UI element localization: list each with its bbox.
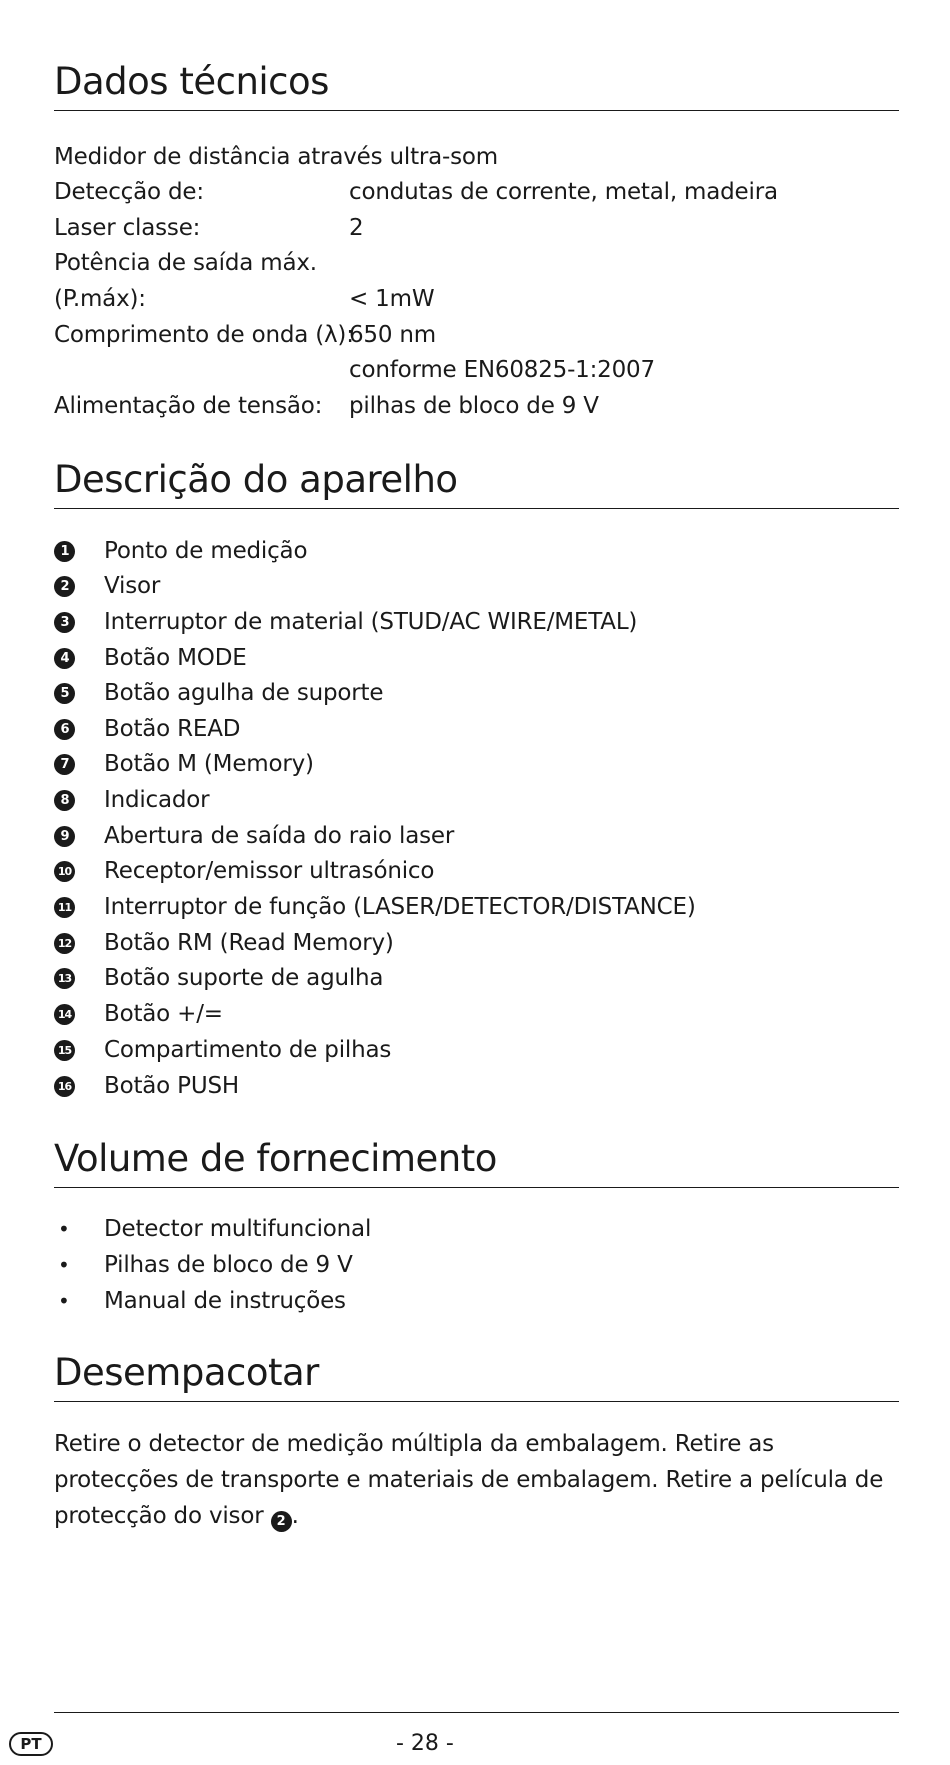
unpack-text-end: . (291, 1503, 299, 1529)
number-badge: 4 (54, 648, 75, 669)
tech-row-label: Laser classe: (54, 215, 201, 241)
number-badge: 2 (54, 576, 75, 597)
list-item-text: Indicador (104, 787, 210, 813)
unpack-paragraph (54, 1426, 899, 1534)
description-title-rule (54, 508, 899, 509)
bullet-icon: • (58, 1253, 70, 1277)
list-item-text: Ponto de medição (104, 538, 308, 564)
tech-row-label: Alimentação de tensão: (54, 393, 323, 419)
unpack-title: Desempacotar (54, 1351, 319, 1394)
tech-title: Dados técnicos (54, 60, 329, 103)
number-badge: 3 (54, 612, 75, 633)
tech-row (54, 284, 435, 314)
tech-row-label: Detecção de: (54, 179, 204, 205)
list-item-text: Botão MODE (104, 645, 247, 671)
list-item-text: Botão RM (Read Memory) (104, 930, 394, 956)
list-item-text: Detector multifuncional (104, 1216, 372, 1242)
list-item-text: Compartimento de pilhas (104, 1037, 392, 1063)
tech-row-value: pilhas de bloco de 9 V (349, 393, 599, 419)
number-badge: 8 (54, 790, 75, 811)
list-item-text: Botão PUSH (104, 1073, 239, 1099)
number-badge: 1 (54, 541, 75, 562)
list-item-text: Receptor/emissor ultrasónico (104, 858, 435, 884)
number-badge: 15 (54, 1040, 75, 1061)
bullet-icon: • (58, 1289, 70, 1313)
number-badge: 11 (54, 897, 75, 918)
list-item-text: Interruptor de material (STUD/AC WIRE/METAL) (104, 609, 638, 635)
number-badge: 7 (54, 754, 75, 775)
tech-row-label: (P.máx): (54, 286, 146, 312)
number-badge: 2 (271, 1511, 292, 1532)
tech-row-value: 650 nm (349, 322, 436, 348)
tech-row (54, 177, 778, 207)
footer-rule (54, 1712, 899, 1713)
page-number: - 28 - (396, 1731, 454, 1756)
tech-row-value: 2 (349, 215, 364, 241)
tech-row (54, 248, 317, 278)
list-item-text: Manual de instruções (104, 1288, 346, 1314)
list-item-text: Botão READ (104, 716, 241, 742)
list-item-text: Botão M (Memory) (104, 751, 314, 777)
number-badge: 16 (54, 1076, 75, 1097)
bullet-icon: • (58, 1217, 70, 1241)
list-item-text: Pilhas de bloco de 9 V (104, 1252, 353, 1278)
tech-row (54, 213, 364, 243)
tech-title-rule (54, 110, 899, 111)
list-item-text: Visor (104, 573, 161, 599)
unpack-title-rule (54, 1401, 899, 1402)
tech-row-value: condutas de corrente, metal, madeira (349, 179, 778, 205)
tech-row-value: < 1mW (349, 286, 435, 312)
number-badge: 6 (54, 719, 75, 740)
supply-title: Volume de fornecimento (54, 1137, 497, 1180)
number-badge: 12 (54, 933, 75, 954)
supply-title-rule (54, 1187, 899, 1188)
list-item-text: Botão +/= (104, 1001, 223, 1027)
language-badge: PT (9, 1732, 53, 1756)
list-item-text: Botão suporte de agulha (104, 965, 384, 991)
tech-row-label: Potência de saída máx. (54, 250, 317, 276)
list-item-text: Botão agulha de suporte (104, 680, 384, 706)
number-badge: 9 (54, 826, 75, 847)
tech-row (54, 320, 436, 350)
tech-intro: Medidor de distância através ultra-som (54, 144, 498, 170)
number-badge: 5 (54, 683, 75, 704)
number-badge: 13 (54, 968, 75, 989)
number-badge: 14 (54, 1004, 75, 1025)
list-item-text: Abertura de saída do raio laser (104, 823, 455, 849)
tech-row-value: conforme EN60825-1:2007 (349, 357, 655, 383)
tech-row-label: Comprimento de onda (λ): (54, 322, 354, 348)
number-badge: 10 (54, 861, 75, 882)
unpack-text: Retire o detector de medição múltipla da embalagem. Retire as protecções de transporte e materiais de embalagem. Retire a película de protecção do visor (54, 1431, 884, 1529)
list-item-text: Interruptor de função (LASER/DETECTOR/DISTANCE) (104, 894, 696, 920)
tech-row (54, 391, 599, 421)
description-title: Descrição do aparelho (54, 458, 458, 501)
